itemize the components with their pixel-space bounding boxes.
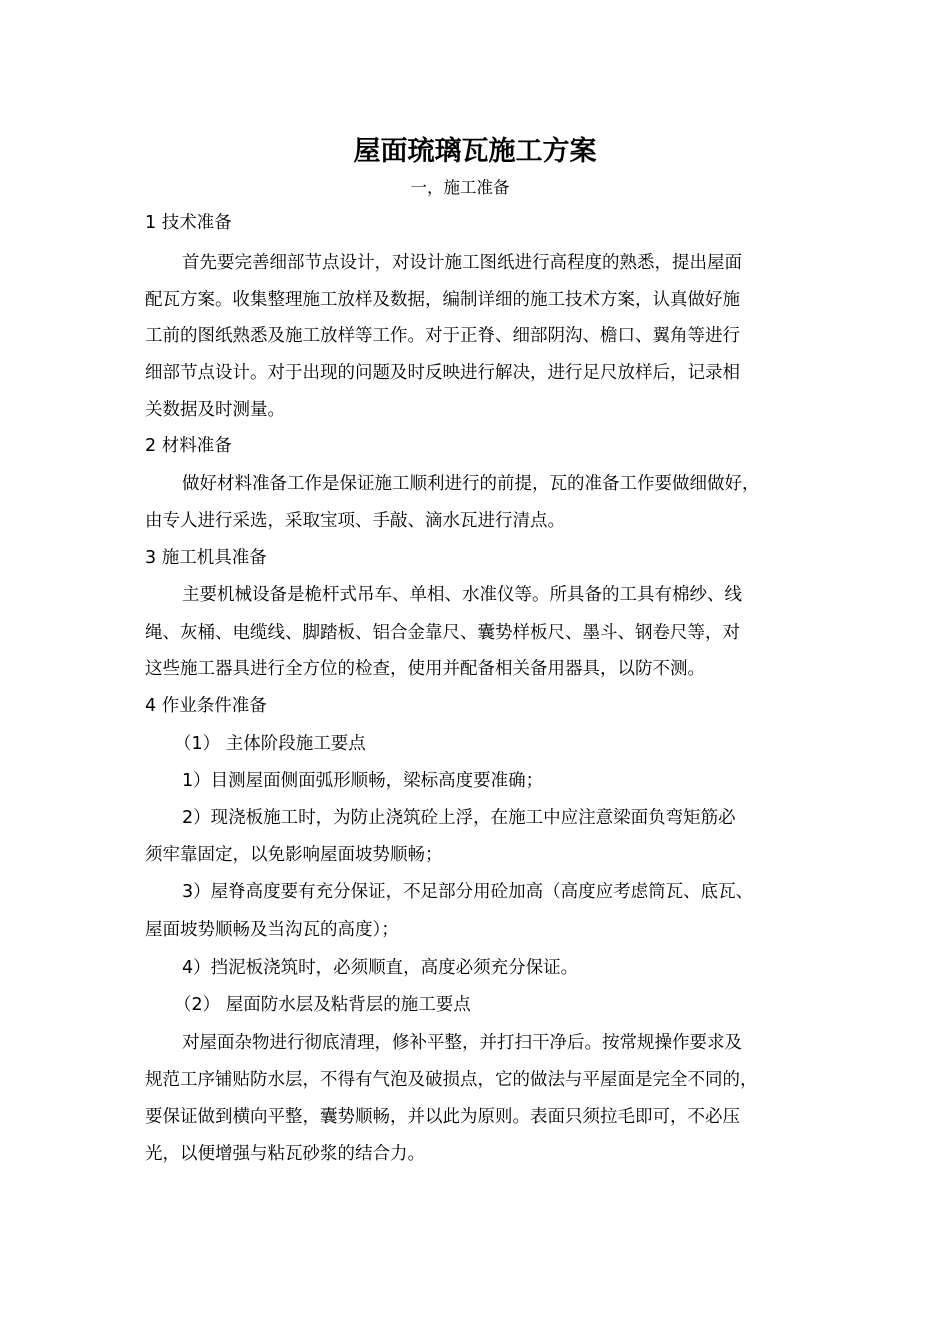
item-heading: （1） 主体阶段施工要点 — [174, 734, 366, 754]
document-title: 屋面琉璃瓦施工方案 — [353, 136, 597, 167]
subsection-heading: 2 材料准备 — [145, 436, 232, 456]
paragraph-line: 工前的图纸熟悉及施工放样等工作。对于正脊、细部阴沟、檐口、翼角等进行 — [145, 326, 740, 346]
item-heading: （2） 屋面防水层及粘背层的施工要点 — [174, 995, 471, 1015]
paragraph-line: 配瓦方案。收集整理施工放样及数据，编制详细的施工技术方案，认真做好施 — [145, 290, 740, 310]
subsection-heading: 3 施工机具准备 — [145, 548, 267, 568]
list-item: 4）挡泥板浇筑时，必须顺直，高度必须充分保证。 — [182, 958, 579, 978]
list-item: 1）目测屋面侧面弧形顺畅，梁标高度要准确； — [182, 771, 544, 791]
paragraph-line: 须牢靠固定，以免影响屋面坡势顺畅； — [145, 845, 443, 865]
paragraph-line: 绳、灰桶、电缆线、脚踏板、铝合金靠尺、囊势样板尺、墨斗、钢卷尺等，对 — [145, 623, 740, 643]
subsection-heading: 1 技术准备 — [145, 213, 232, 233]
paragraph-line: 首先要完善细部节点设计，对设计施工图纸进行高程度的熟悉，提出屋面 — [182, 253, 742, 273]
paragraph-line: 光，以便增强与粘瓦砂浆的结合力。 — [145, 1144, 425, 1164]
paragraph-line: 对屋面杂物进行彻底清理，修补平整，并打扫干净后。按常规操作要求及 — [182, 1033, 742, 1053]
paragraph-line: 关数据及时测量。 — [145, 400, 285, 420]
list-item: 2）现浇板施工时，为防止浇筑砼上浮，在施工中应注意梁面负弯矩筋必 — [182, 808, 736, 828]
paragraph-line: 由专人进行采选，采取宝项、手敲、滴水瓦进行清点。 — [145, 511, 565, 531]
list-item: 3）屋脊高度要有充分保证，不足部分用砼加高（高度应考虑筒瓦、底瓦、 — [182, 882, 754, 902]
paragraph-line: 规范工序铺贴防水层，不得有气泡及破损点，它的做法与平屋面是完全不同的， — [145, 1070, 758, 1090]
paragraph-line: 细部节点设计。对于出现的问题及时反映进行解决，进行足尺放样后，记录相 — [145, 363, 740, 383]
paragraph-line: 做好材料准备工作是保证施工顺利进行的前提，瓦的准备工作要做细做好， — [182, 474, 760, 494]
paragraph-line: 主要机械设备是桅杆式吊车、单相、水准仪等。所具备的工具有棉纱、线 — [182, 585, 742, 605]
paragraph-line: 屋面坡势顺畅及当沟瓦的高度）； — [145, 920, 399, 940]
paragraph-line: 这些施工器具进行全方位的检查，使用并配备相关备用器具，以防不测。 — [145, 659, 705, 679]
subsection-heading: 4 作业条件准备 — [145, 696, 267, 716]
paragraph-line: 要保证做到横向平整，囊势顺畅，并以此为原则。表面只须拉毛即可，不必压 — [145, 1107, 740, 1127]
section-heading: 一，施工准备 — [410, 178, 510, 197]
